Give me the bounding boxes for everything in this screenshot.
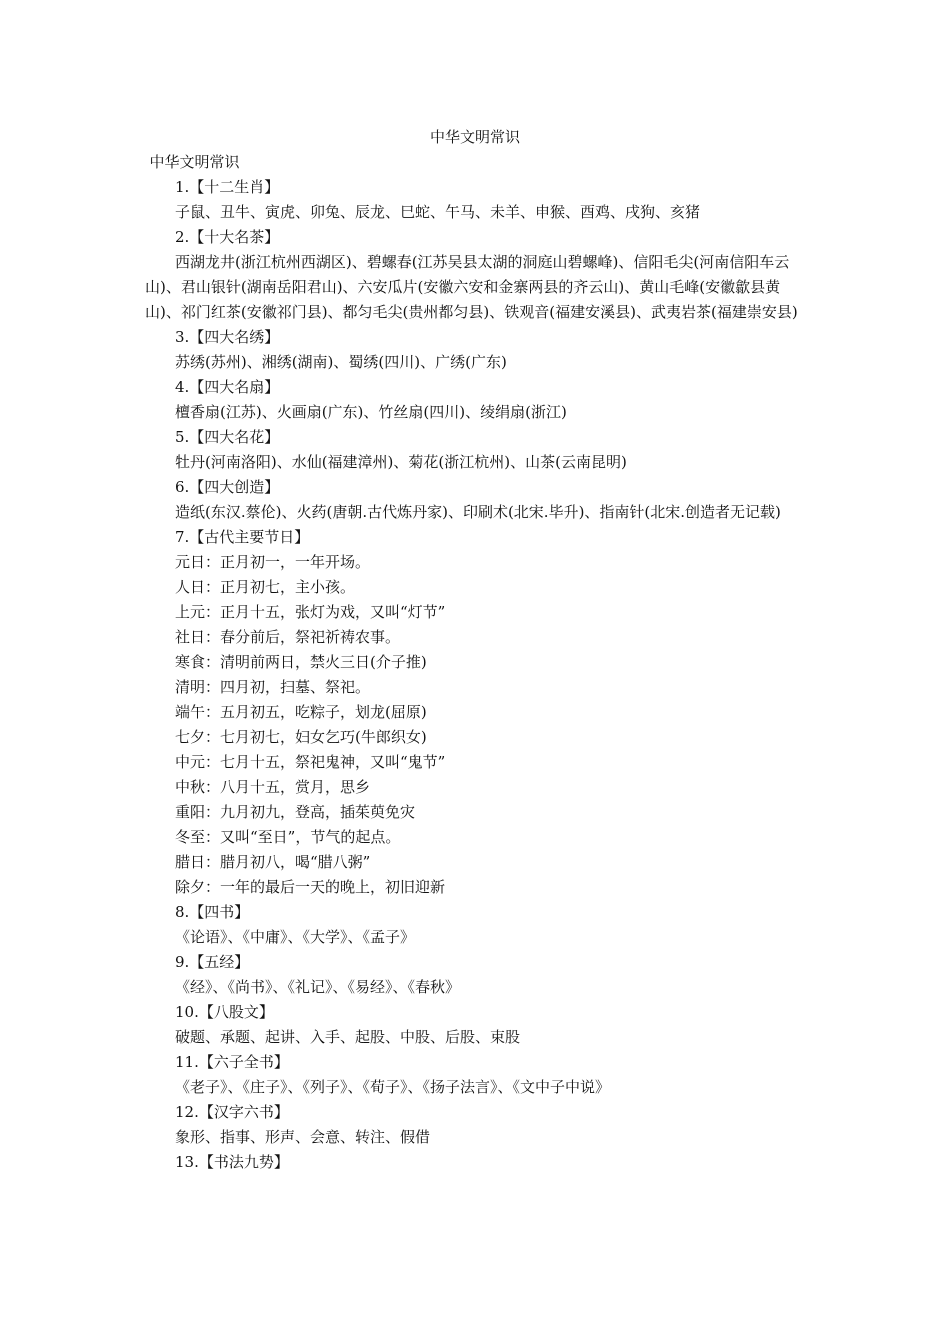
section-text: 除夕：一年的最后一天的晚上，初旧迎新 [175, 878, 446, 896]
document-title: 中华文明常识 [429, 128, 520, 146]
section-heading: 1.【十二生肖】 [175, 178, 280, 196]
section-heading: 12.【汉字六书】 [175, 1103, 289, 1121]
section-heading: 9.【五经】 [175, 953, 250, 971]
section-text: 破题、承题、起讲、入手、起股、中股、后股、束股 [175, 1028, 521, 1046]
section-text: 七夕：七月初七，妇女乞巧(牛郎织女) [175, 728, 427, 746]
section-text: 人日：正月初七，主小孩。 [175, 578, 356, 596]
section-heading: 7.【古代主要节日】 [175, 528, 310, 546]
section-text: 中元：七月十五，祭祀鬼神，又叫“鬼节” [175, 753, 446, 771]
section-text: 社日：春分前后，祭祀祈祷农事。 [175, 628, 401, 646]
section-intro-title: 中华文明常识 [149, 153, 240, 171]
section-text: 西湖龙井(浙江杭州西湖区)、碧螺春(江苏吴县太湖的洞庭山碧螺峰)、信阳毛尖(河南信阳车云山)、君山银针(湖南岳阳君山)、六安瓜片(安徽六安和金寨两县的齐云山)、黄山毛峰(安徽歙县黄山)、祁门红茶(安徽祁门县)、都匀毛尖(贵州都匀县)、铁观音(福建安溪县)、武夷岩茶(福建崇安县) [145, 253, 798, 321]
section-text: 端午：五月初五，吃粽子，划龙(屈原) [175, 703, 427, 721]
section-heading: 8.【四书】 [175, 903, 250, 921]
section-text: 寒食：清明前两日，禁火三日(介子推) [175, 653, 427, 671]
document-body [145, 150, 810, 1175]
section-text: 清明：四月初，扫墓、祭祀。 [175, 678, 371, 696]
section-text: 中秋：八月十五，赏月，思乡 [175, 778, 371, 796]
section-text: 《经》、《尚书》、《礼记》、《易经》、《春秋》 [175, 978, 461, 996]
section-text: 元日：正月初一，一年开场。 [175, 553, 371, 571]
section-text: 上元：正月十五，张灯为戏，又叫“灯节” [175, 603, 446, 621]
section-heading: 10.【八股文】 [175, 1003, 274, 1021]
section-text: 《论语》、《中庸》、《大学》、《孟子》 [175, 928, 416, 946]
section-text: 造纸(东汉.蔡伦)、火药(唐朝.古代炼丹家)、印刷术(北宋.毕升)、指南针(北宋.创造者无记载) [175, 503, 781, 521]
section-text: 牡丹(河南洛阳)、水仙(福建漳州)、菊花(浙江杭州)、山茶(云南昆明) [175, 453, 627, 471]
section-text: 檀香扇(江苏)、火画扇(广东)、竹丝扇(四川)、绫绢扇(浙江) [175, 403, 567, 421]
section-heading: 6.【四大创造】 [175, 478, 280, 496]
section-heading: 3.【四大名绣】 [175, 328, 280, 346]
section-text: 子鼠、丑牛、寅虎、卯兔、辰龙、巳蛇、午马、未羊、申猴、酉鸡、戌狗、亥猪 [175, 203, 701, 221]
section-text: 《老子》、《庄子》、《列子》、《荀子》、《扬子法言》、《文中子中说》 [175, 1078, 611, 1096]
section-heading: 11.【六子全书】 [175, 1053, 289, 1071]
section-heading: 2.【十大名茶】 [175, 228, 280, 246]
section-text: 重阳：九月初九，登高，插茱萸免灾 [175, 803, 416, 821]
section-text: 象形、指事、形声、会意、转注、假借 [175, 1128, 431, 1146]
section-text: 冬至：又叫“至日”，节气的起点。 [175, 828, 401, 846]
section-text: 腊日：腊月初八，喝“腊八粥” [175, 853, 371, 871]
section-heading: 13.【书法九势】 [175, 1153, 289, 1171]
section-heading: 4.【四大名扇】 [175, 378, 280, 396]
section-text: 苏绣(苏州)、湘绣(湖南)、蜀绣(四川)、广绣(广东) [175, 353, 507, 371]
section-heading: 5.【四大名花】 [175, 428, 280, 446]
